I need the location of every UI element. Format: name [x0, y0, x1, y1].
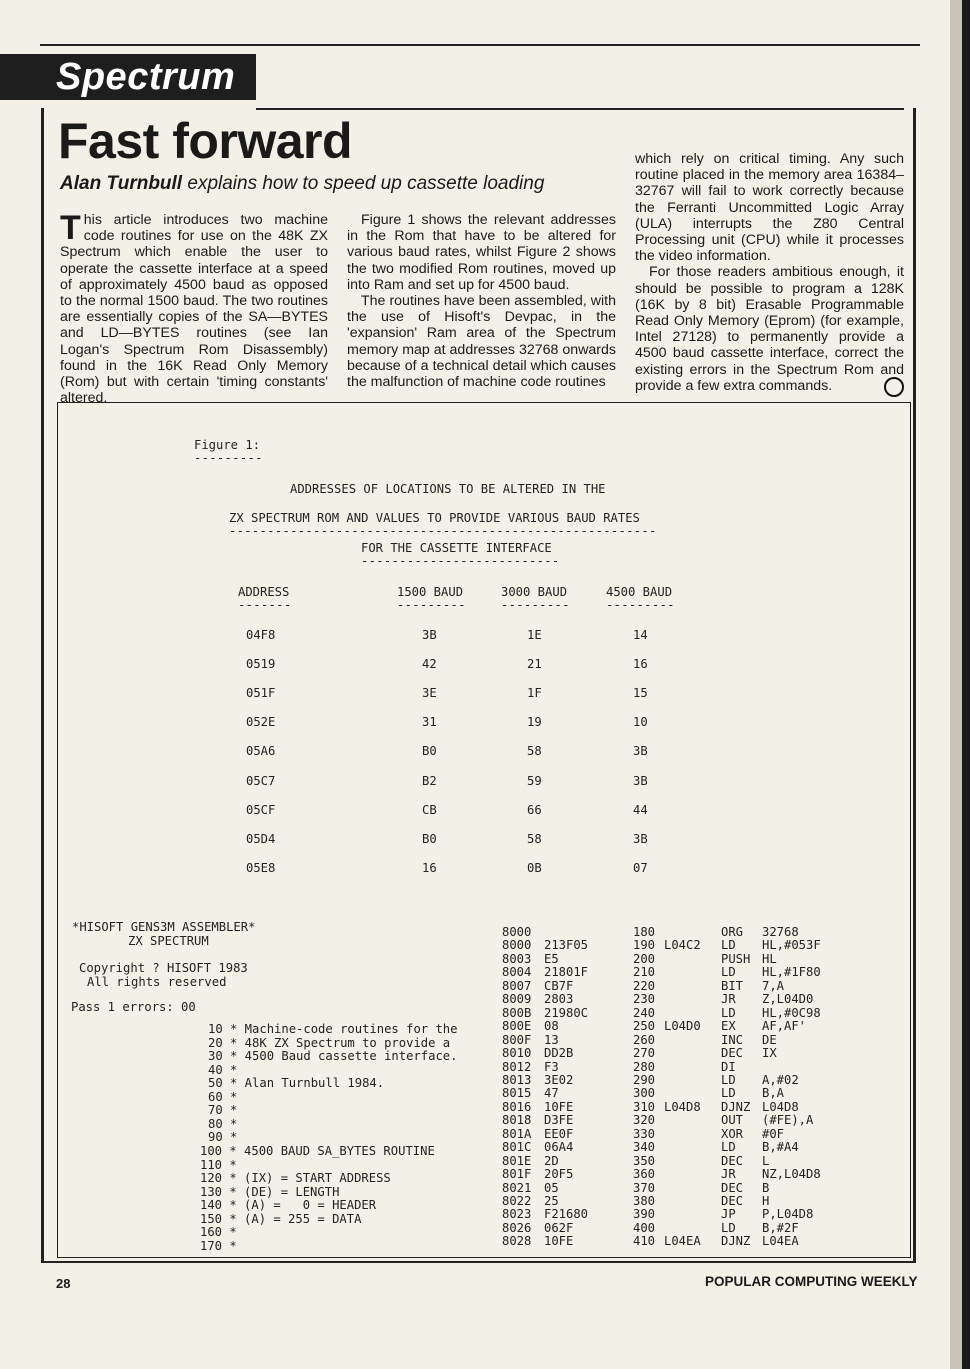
column-rule-3000-baud: --------- [501, 598, 570, 612]
comment-line: 40 * [208, 1062, 238, 1077]
column-header-3000-baud: 3000 BAUD [501, 585, 568, 599]
article-column-1 [60, 209, 328, 407]
listing-operand: B [762, 1180, 770, 1195]
listing-operand: #0F [762, 1126, 785, 1141]
cell-4500-baud: 44 [633, 802, 648, 817]
listing-address: 801F [502, 1167, 532, 1182]
listing-opcode: 21801F [544, 965, 589, 980]
listing-operand: H [762, 1194, 770, 1208]
page-number: 28 [56, 1276, 71, 1291]
listing-operand: HL,#0C98 [762, 1005, 821, 1020]
listing-line-number: 230 [633, 992, 656, 1007]
listing-address: 800B [502, 1005, 532, 1020]
listing-operand: L04D8 [762, 1099, 799, 1114]
cell-address: 0519 [246, 657, 276, 672]
listing-address: 8004 [502, 965, 532, 980]
cell-4500-baud: 3B [633, 744, 648, 759]
cell-3000-baud: 19 [527, 715, 542, 730]
listing-address: 8028 [502, 1234, 532, 1249]
comment-line: 110 * [200, 1157, 237, 1172]
comment-line: 20 * 48K ZX Spectrum to provide a [208, 1035, 451, 1050]
cell-3000-baud: 66 [527, 802, 542, 817]
listing-address: 8007 [502, 978, 532, 993]
article-byline [60, 173, 544, 195]
column-rule-address: ------- [238, 598, 292, 612]
listing-operand: 7,A [762, 978, 785, 993]
cell-1500-baud: 42 [422, 657, 437, 672]
listing-line-number: 200 [633, 951, 656, 966]
comment-line: 170 * [200, 1238, 237, 1253]
cell-3000-baud: 58 [527, 744, 542, 759]
column-header-address: ADDRESS [238, 585, 290, 599]
cell-4500-baud: 14 [633, 628, 648, 642]
listing-label: L04D0 [664, 1019, 701, 1034]
listing-mnemonic: OUT [721, 1113, 744, 1128]
listing-label: L04C2 [664, 938, 701, 953]
listing-line-number: 360 [633, 1167, 656, 1182]
listing-opcode: 2D [544, 1153, 559, 1168]
listing-address: 8013 [502, 1072, 532, 1087]
right-frame-rule [913, 108, 916, 1263]
listing-operand: HL [762, 951, 777, 966]
listing-line-number: 290 [633, 1072, 656, 1087]
listing-operand: L04EA [762, 1234, 799, 1249]
listing-address: 8010 [502, 1046, 532, 1061]
listing-address: 8015 [502, 1086, 532, 1101]
listing-mnemonic: INC [721, 1032, 744, 1047]
listing-operand: B,A [762, 1086, 785, 1101]
listing-opcode: F3 [544, 1059, 559, 1074]
header-rule [256, 108, 904, 110]
cell-1500-baud: 16 [422, 860, 437, 875]
listing-operand: DE [762, 1032, 777, 1047]
assembler-rights: All rights reserved [87, 975, 227, 989]
listing-address: 8016 [502, 1099, 532, 1114]
cell-3000-baud: 1E [527, 628, 542, 642]
listing-mnemonic: LD [721, 965, 736, 980]
cell-address: 052E [246, 715, 276, 730]
listing-line-number: 180 [633, 925, 656, 939]
listing-mnemonic: LD [721, 938, 736, 953]
figure-1-label: Figure 1: [194, 438, 261, 452]
article-column-2 [347, 212, 616, 390]
left-frame-rule [41, 108, 44, 1263]
listing-address: 800F [502, 1032, 532, 1047]
comment-line: 60 * [208, 1089, 238, 1104]
listing-opcode: 10FE [544, 1234, 574, 1249]
top-rule [40, 44, 920, 46]
cell-4500-baud: 3B [633, 773, 648, 788]
cell-3000-baud: 58 [527, 831, 542, 846]
comment-line: 160 * [200, 1225, 237, 1240]
column-rule-1500-baud: --------- [397, 598, 466, 612]
cell-address: 04F8 [246, 628, 276, 642]
comment-line: 80 * [208, 1116, 238, 1131]
listing-line-number: 240 [633, 1005, 656, 1020]
figure-1-heading-line-3: FOR THE CASSETTE INTERFACE [361, 541, 552, 555]
listing-operand: AF,AF' [762, 1019, 807, 1034]
listing-address: 8012 [502, 1059, 532, 1074]
listing-address: 801A [502, 1126, 532, 1141]
listing-mnemonic: EX [721, 1019, 736, 1034]
assembler-target: ZX SPECTRUM [128, 934, 209, 948]
listing-operand: L [762, 1153, 770, 1168]
cell-4500-baud: 16 [633, 657, 648, 672]
column-2-paragraph-1: Figure 1 shows the relevant addresses in the Rom that have to be altered for various baud rates, whilst Figure 2 shows the two modified Rom routines, moved up into Ram and set up for 4500 baud. [347, 212, 616, 293]
end-mark-icon [884, 377, 904, 397]
listing-mnemonic: LD [721, 1005, 736, 1020]
listing-opcode: 06A4 [544, 1140, 574, 1155]
listing-mnemonic: DEC [721, 1046, 744, 1061]
cell-address: 05CF [246, 802, 276, 817]
listing-line-number: 190 [633, 938, 656, 953]
listing-mnemonic: JR [721, 1167, 736, 1182]
column-2-paragraph-2: The routines have been assembled, with the use of Hisoft's Devpac, in the 'expansion' Ram area of the Spectrum memory map at addresses 32768 onwards because of a technical detail which causes the malfunction of machine code routines [347, 293, 616, 391]
listing-line-number: 250 [633, 1019, 656, 1034]
cell-1500-baud: 3B [422, 628, 437, 642]
cell-address: 05C7 [246, 773, 276, 788]
article-column-3 [635, 151, 904, 394]
listing-opcode: 05 [544, 1180, 559, 1195]
listing-mnemonic: DEC [721, 1194, 744, 1208]
assembler-pass-errors: Pass 1 errors: 00 [71, 1000, 196, 1014]
listing-mnemonic: LD [721, 1220, 736, 1235]
listing-opcode: 21980C [544, 1005, 589, 1020]
listing-operand: HL,#1F80 [762, 965, 821, 980]
column-1-text: his article introduces two machine code routines for use on the 48K ZX Spectrum which enable the user to operate the cassette interface at a speed of approximately 4500 baud as opposed to the normal 1500 baud. The two routines are essentially copies of the SA—BYTES and LD—BYTES routines (see Ian Logan's Spectrum Rom Disassembly) found in the 16K Read Only Memory (Rom) but with certain 'timing constants' altered. [60, 212, 328, 407]
cell-1500-baud: B0 [422, 831, 437, 846]
listing-mnemonic: DEC [721, 1153, 744, 1168]
listing-operand: HL,#053F [762, 938, 821, 953]
listing-line-number: 280 [633, 1059, 656, 1074]
listing-line-number: 330 [633, 1126, 656, 1141]
cell-1500-baud: CB [422, 802, 437, 817]
listing-line-number: 380 [633, 1194, 656, 1208]
byline-text: explains how to speed up cassette loading [187, 173, 545, 194]
cell-1500-baud: B0 [422, 744, 437, 759]
cell-1500-baud: B2 [422, 773, 437, 788]
column-3-paragraph-1: which rely on critical timing. Any such routine placed in the memory area 16384–32767 will fail to work correctly because the Ferranti Uncommitted Logic Array (ULA) interrupts the Z80 Central Processing unit (CPU) while it processes the video information. [635, 151, 904, 265]
listing-address: 801C [502, 1140, 532, 1155]
listing-mnemonic: DJNZ [721, 1099, 751, 1114]
listing-line-number: 340 [633, 1140, 656, 1155]
cell-4500-baud: 10 [633, 715, 648, 730]
listing-operand: (#FE),A [762, 1113, 814, 1128]
listing-opcode: 10FE [544, 1099, 574, 1114]
cell-4500-baud: 15 [633, 686, 648, 701]
listing-address: 8000 [502, 925, 532, 939]
column-3-paragraph-2: For those readers ambitious enough, it should be possible to program a 128K (16K by 8 bit) Erasable Programmable Read Only Memory (Eprom) (for example, Intel 27128) to permanently provide a 4500 baud cassette interface, correct the existing errors in the Spectrum Rom and provide a few extra commands. [635, 264, 904, 394]
comment-line: 50 * Alan Turnbull 1984. [208, 1076, 385, 1091]
page-spine [962, 0, 970, 1369]
assembler-title: *HISOFT GENS3M ASSEMBLER* [72, 920, 256, 934]
figure-1-label-rule: --------- [194, 451, 263, 465]
article-title: Fast forward [58, 113, 353, 169]
listing-operand: NZ,L04D8 [762, 1167, 821, 1182]
comment-line: 70 * [208, 1103, 238, 1118]
assembler-copyright: Copyright ? HISOFT 1983 [79, 961, 248, 975]
listing-line-number: 260 [633, 1032, 656, 1047]
bottom-frame-rule [41, 1261, 916, 1263]
listing-opcode: 2803 [544, 992, 574, 1007]
listing-operand: B,#2F [762, 1220, 799, 1235]
listing-mnemonic: LD [721, 1086, 736, 1101]
listing-label: L04D8 [664, 1099, 701, 1114]
comment-line: 150 * (A) = 255 = DATA [200, 1211, 362, 1226]
listing-mnemonic: LD [721, 1072, 736, 1087]
comment-line: 30 * 4500 Baud cassette interface. [208, 1049, 458, 1064]
listing-label: L04EA [664, 1234, 701, 1249]
column-header-1500-baud: 1500 BAUD [397, 585, 464, 599]
listing-mnemonic: ORG [721, 925, 744, 939]
listing-opcode: 25 [544, 1194, 559, 1208]
column-rule-4500-baud: --------- [606, 598, 675, 612]
listing-operand: P,L04D8 [762, 1207, 814, 1222]
listing-mnemonic: XOR [721, 1126, 744, 1141]
listing-opcode: E5 [544, 951, 559, 966]
listing-address: 8023 [502, 1207, 532, 1222]
listing-address: 8018 [502, 1113, 532, 1128]
cell-address: 05D4 [246, 831, 276, 846]
listing-line-number: 350 [633, 1153, 656, 1168]
listing-opcode: CB7F [544, 978, 574, 993]
listing-line-number: 210 [633, 965, 656, 980]
cell-3000-baud: 1F [527, 686, 542, 701]
column-header-4500-baud: 4500 BAUD [606, 585, 673, 599]
cell-address: 051F [246, 686, 276, 701]
listing-operand: A,#02 [762, 1072, 799, 1087]
cell-1500-baud: 31 [422, 715, 437, 730]
figure-1-heading-rule: -------------------------------------------------------- [229, 524, 657, 538]
comment-line: 90 * [208, 1130, 238, 1145]
listing-line-number: 220 [633, 978, 656, 993]
listing-address: 8021 [502, 1180, 532, 1195]
section-banner: Spectrum [0, 54, 256, 100]
listing-address: 801E [502, 1153, 532, 1168]
figure-1-heading-line-1: ADDRESSES OF LOCATIONS TO BE ALTERED IN THE [290, 482, 606, 496]
listing-line-number: 300 [633, 1086, 656, 1101]
listing-mnemonic: BIT [721, 978, 744, 993]
cell-address: 05E8 [246, 860, 276, 875]
cell-1500-baud: 3E [422, 686, 437, 701]
listing-operand: 32768 [762, 925, 799, 939]
listing-address: 8026 [502, 1220, 532, 1235]
listing-operand: IX [762, 1046, 777, 1061]
listing-opcode: 47 [544, 1086, 559, 1101]
magazine-name: POPULAR COMPUTING WEEKLY [705, 1274, 918, 1289]
listing-opcode: D3FE [544, 1113, 574, 1128]
cell-3000-baud: 21 [527, 657, 542, 672]
listing-address: 8003 [502, 951, 532, 966]
listing-mnemonic: DEC [721, 1180, 744, 1195]
cell-address: 05A6 [246, 744, 276, 759]
comment-line: 10 * Machine-code routines for the [208, 1022, 458, 1036]
listing-opcode: 3E02 [544, 1072, 574, 1087]
listing-opcode: DD2B [544, 1046, 574, 1061]
listing-mnemonic: DI [721, 1059, 736, 1074]
listing-operand: Z,L04D0 [762, 992, 814, 1007]
listing-address: 8022 [502, 1194, 532, 1208]
listing-line-number: 400 [633, 1220, 656, 1235]
figure-1-heading-line-2: ZX SPECTRUM ROM AND VALUES TO PROVIDE VARIOUS BAUD RATES [229, 511, 640, 525]
listing-line-number: 410 [633, 1234, 656, 1249]
listing-opcode: 062F [544, 1220, 574, 1235]
listing-address: 800E [502, 1019, 532, 1034]
listing-opcode: 213F05 [544, 938, 589, 953]
comment-line: 140 * (A) = 0 = HEADER [200, 1198, 377, 1213]
listing-line-number: 320 [633, 1113, 656, 1128]
listing-mnemonic: DJNZ [721, 1234, 751, 1249]
comment-line: 120 * (IX) = START ADDRESS [200, 1171, 391, 1186]
cell-3000-baud: 0B [527, 860, 542, 875]
listing-address: 8000 [502, 938, 532, 953]
listing-line-number: 310 [633, 1099, 656, 1114]
comment-line: 100 * 4500 BAUD SA_BYTES ROUTINE [200, 1143, 435, 1158]
listing-line-number: 390 [633, 1207, 656, 1222]
listing-mnemonic: LD [721, 1140, 736, 1155]
listing-opcode: 20F5 [544, 1167, 574, 1182]
byline-author: Alan Turnbull [60, 173, 183, 194]
listing-opcode: 13 [544, 1032, 559, 1047]
listing-mnemonic: JP [721, 1207, 736, 1222]
drop-cap: T [60, 209, 81, 247]
listing-opcode: 08 [544, 1019, 559, 1034]
listing-operand: B,#A4 [762, 1140, 799, 1155]
cell-4500-baud: 07 [633, 860, 648, 875]
listing-opcode: EE0F [544, 1126, 574, 1141]
listing-mnemonic: JR [721, 992, 736, 1007]
listing-opcode: F21680 [544, 1207, 589, 1222]
figure-1-heading-3-rule: -------------------------- [361, 554, 560, 568]
page-gutter [950, 0, 962, 1369]
listing-mnemonic: PUSH [721, 951, 751, 966]
cell-3000-baud: 59 [527, 773, 542, 788]
listing-line-number: 270 [633, 1046, 656, 1061]
listing-address: 8009 [502, 992, 532, 1007]
cell-4500-baud: 3B [633, 831, 648, 846]
comment-line: 130 * (DE) = LENGTH [200, 1184, 340, 1199]
listing-line-number: 370 [633, 1180, 656, 1195]
